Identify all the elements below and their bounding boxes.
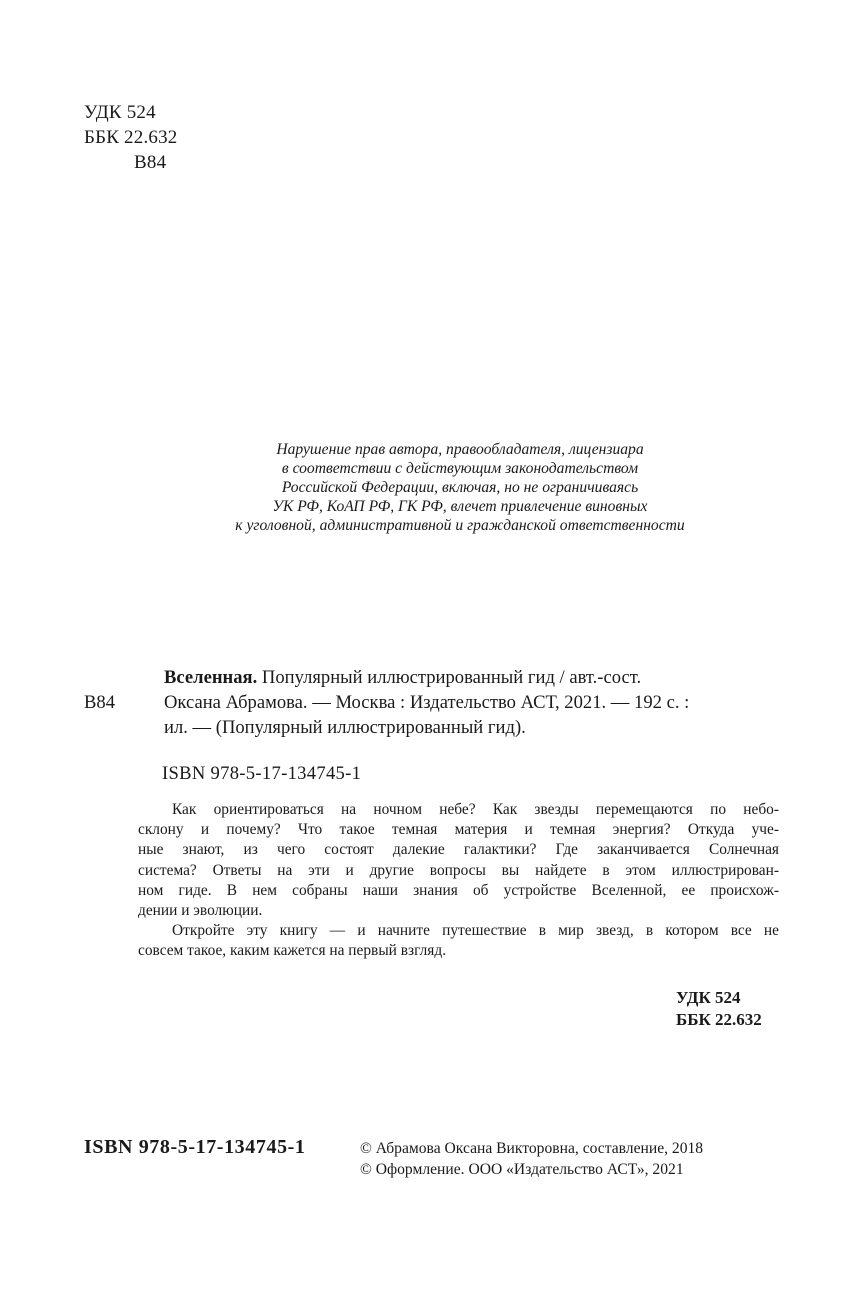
warning-line: Нарушение прав автора, правообладателя, лицензиара [276,441,644,458]
copyright-warning [160,440,760,535]
author-mark: В84 [134,152,167,173]
copyright-line: © Абрамова Оксана Викторовна, составление, 2018 [360,1140,704,1157]
annotation [138,800,779,962]
biblio-line-1-rest: Популярный иллюстрированный гид / авт.-сост. [257,667,642,688]
right-classification [676,987,762,1031]
warning-line: УК РФ, КоАП РФ, ГК РФ, влечет привлечение виновных [272,498,648,515]
bibliographic-record [84,665,784,740]
copyright-notice [360,1138,703,1180]
annotation-line: Откройте эту книгу — и начните путешествие в мир звезд, в котором все не [172,922,779,940]
biblio-line-2-text: Оксана Абрамова. — Москва : Издательство АСТ, 2021. — 192 с. : [164,692,690,713]
annotation-line: совсем такое, каким кажется на первый взгляд. [138,942,447,960]
udk-code: УДК 524 [84,102,156,123]
annotation-line: система? Ответы на эти и другие вопросы вы найдете в этом иллюстрирован- [138,861,779,879]
annotation-line: склону и почему? Что такое темная материя и темная энергия? Откуда уче- [138,821,779,839]
warning-line: к уголовной, административной и гражданской ответственности [235,517,685,534]
copyright-line: © Оформление. ООО «Издательство АСТ», 2021 [360,1161,684,1178]
annotation-line: ном гиде. В нем собраны наши знания об устройстве Вселенной, ее происхож- [138,881,779,899]
warning-line: в соответствии с действующим законодательством [281,460,639,477]
biblio-line-2 [84,690,784,715]
annotation-line: ные знают, из чего состоят далекие галактики? Где заканчивается Солнечная [138,841,779,859]
biblio-author-mark: В84 [84,692,115,713]
udk-code-right: УДК 524 [676,988,741,1007]
biblio-isbn: ISBN 978-5-17-134745-1 [162,763,362,784]
bbk-code: ББК 22.632 [84,127,178,148]
footer-isbn: ISBN 978-5-17-134745-1 [84,1136,306,1158]
annotation-line: дении и эволюции. [138,902,263,920]
biblio-line-1 [84,665,784,690]
annotation-line: Как ориентироваться на ночном небе? Как звезды перемещаются по небо- [172,801,779,818]
top-classification [84,100,178,175]
warning-line: Российской Федерации, включая, но не ограничиваясь [281,479,639,496]
biblio-line-3: ил. — (Популярный иллюстрированный гид). [164,717,526,738]
bbk-code-right: ББК 22.632 [676,1010,762,1029]
book-title: Вселенная. [164,667,258,688]
